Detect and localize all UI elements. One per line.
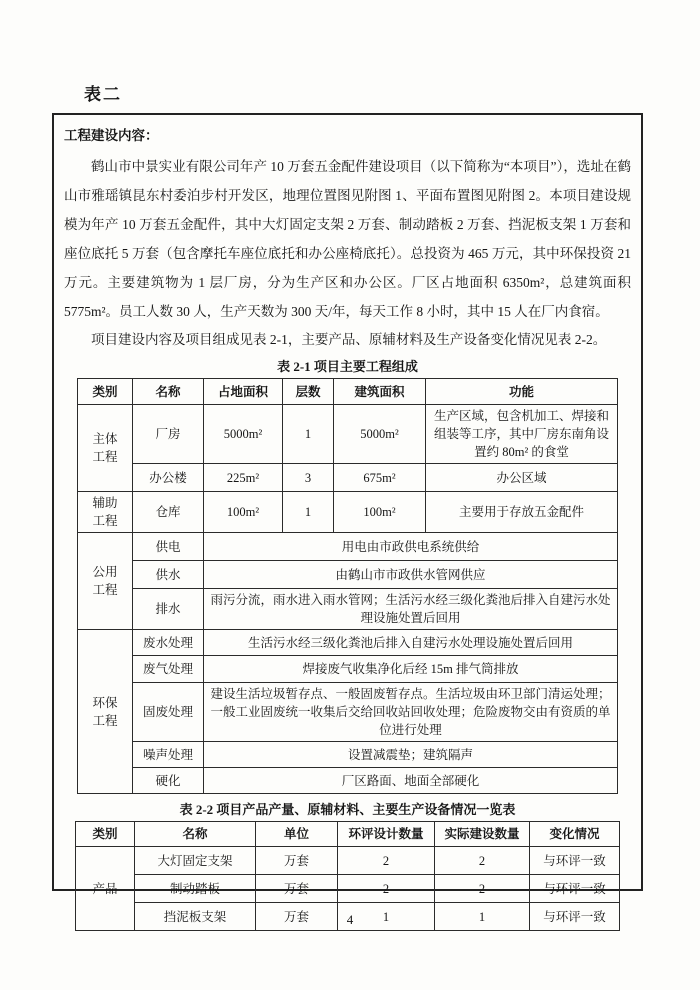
header-unit: 单位 — [256, 822, 338, 847]
header-eia-designed-qty: 环评设计数量 — [338, 822, 435, 847]
table-row — [78, 405, 618, 464]
header-name: 名称 — [135, 822, 256, 847]
cell-designed-qty: 1 — [338, 903, 435, 931]
table-2-1-title: 表 2-1 项目主要工程组成 — [277, 359, 418, 374]
header-change-status: 变化情况 — [530, 822, 620, 847]
cell-name: 固废处理 — [133, 683, 204, 742]
table-header-row — [78, 379, 618, 405]
cell-floors: 3 — [283, 464, 334, 492]
cell-function: 办公区域 — [426, 464, 618, 492]
cell-description: 焊接废气收集净化后经 15m 排气筒排放 — [204, 656, 618, 683]
cell-unit: 万套 — [256, 847, 338, 875]
cell-change: 与环评一致 — [530, 875, 620, 903]
table-row — [78, 561, 618, 589]
cell-name: 挡泥板支架 — [135, 903, 256, 931]
cell-name: 噪声处理 — [133, 742, 204, 768]
header-land-area: 占地面积 — [204, 379, 283, 405]
cell-floors: 1 — [283, 405, 334, 464]
cell-name: 厂房 — [133, 405, 204, 464]
cell-category-auxiliary: 辅助工程 — [78, 492, 133, 533]
cell-land-area: 5000m² — [204, 405, 283, 464]
project-overview-paragraph: 鹤山市中景实业有限公司年产 10 万套五金配件建设项目（以下简称为“本项目”），选址在鹤山市雅瑶镇昆东村委泊步村开发区，地理位置图见附图 1、平面布置图见附图 2。本项目建设规模为年产 10 万套五金配件，其中大灯固定支架 2 万套、制动踏板 2 万套、挡泥板支架 1 万套和座位底托 5 万套（包含摩托车座位底托和办公座椅底托）。总投资为 465 万元，其中环保投资 21 万元。主要建筑物为 1 层厂房，分为生产区和办公区。厂区占地面积 6350m²，总建筑面积 5775m²。员工人数 30 人，生产天数为 300 天/年，每天工作 8 小时，其中 15 人在厂内食宿。 — [64, 159, 631, 319]
table-row — [76, 847, 620, 875]
cell-category-product: 产品 — [76, 847, 135, 931]
table-row — [78, 533, 618, 561]
table-row — [78, 768, 618, 794]
cell-name: 仓库 — [133, 492, 204, 533]
cell-function: 生产区域，包含机加工、焊接和组装等工序，其中厂房东南角设置约 80m² 的食堂 — [426, 405, 618, 464]
table-row — [76, 875, 620, 903]
cell-name: 废气处理 — [133, 656, 204, 683]
table-row — [78, 464, 618, 492]
header-actual-built-qty: 实际建设数量 — [435, 822, 530, 847]
cell-category-utility: 公用工程 — [78, 533, 133, 630]
table-row — [78, 656, 618, 683]
cell-land-area: 100m² — [204, 492, 283, 533]
cell-designed-qty: 2 — [338, 875, 435, 903]
cell-actual-qty: 1 — [435, 903, 530, 931]
header-category: 类别 — [78, 379, 133, 405]
cell-name: 大灯固定支架 — [135, 847, 256, 875]
header-category: 类别 — [76, 822, 135, 847]
cell-change: 与环评一致 — [530, 903, 620, 931]
cell-description: 用电由市政供电系统供给 — [204, 533, 618, 561]
cell-name: 排水 — [133, 589, 204, 630]
table-row — [78, 742, 618, 768]
cell-land-area: 225m² — [204, 464, 283, 492]
cell-designed-qty: 2 — [338, 847, 435, 875]
cell-description: 设置减震垫；建筑隔声 — [204, 742, 618, 768]
cell-category-environmental: 环保工程 — [78, 630, 133, 794]
table-2-1 — [77, 378, 618, 794]
cell-function: 主要用于存放五金配件 — [426, 492, 618, 533]
table-row — [78, 492, 618, 533]
cell-unit: 万套 — [256, 903, 338, 931]
cell-name: 硬化 — [133, 768, 204, 794]
header-floors: 层数 — [283, 379, 334, 405]
content-box — [52, 113, 643, 924]
section-title: 工程建设内容： — [64, 128, 159, 143]
table-reference-paragraph: 项目建设内容及项目组成见表 2-1，主要产品、原辅材料及生产设备变化情况见表 2-2。 — [91, 332, 607, 347]
cell-built-area: 100m² — [334, 492, 426, 533]
cell-unit: 万套 — [256, 875, 338, 903]
cell-floors: 1 — [283, 492, 334, 533]
cell-actual-qty: 2 — [435, 875, 530, 903]
cell-description: 建设生活垃圾暂存点、一般固废暂存点。生活垃圾由环卫部门清运处理；一般工业固废统一收集后交给回收站回收处理；危险废物交由有资质的单位进行处理 — [204, 683, 618, 742]
table-row — [78, 630, 618, 656]
cell-name: 制动踏板 — [135, 875, 256, 903]
header-built-area: 建筑面积 — [334, 379, 426, 405]
cell-name: 办公楼 — [133, 464, 204, 492]
table-header-row — [76, 822, 620, 847]
cell-built-area: 5000m² — [334, 405, 426, 464]
cell-category-main: 主体工程 — [78, 405, 133, 492]
table-2-2-title: 表 2-2 项目产品产量、原辅材料、主要生产设备情况一览表 — [179, 802, 516, 817]
cell-name: 废水处理 — [133, 630, 204, 656]
cell-built-area: 675m² — [334, 464, 426, 492]
table-row — [78, 683, 618, 742]
header-function: 功能 — [426, 379, 618, 405]
cell-name: 供电 — [133, 533, 204, 561]
cell-description: 生活污水经三级化粪池后排入自建污水处理设施处置后回用 — [204, 630, 618, 656]
table-row — [78, 589, 618, 630]
cell-name: 供水 — [133, 561, 204, 589]
cell-actual-qty: 2 — [435, 847, 530, 875]
sheet-label: 表二 — [84, 85, 122, 104]
cell-description: 雨污分流，雨水进入雨水管网；生活污水经三级化粪池后排入自建污水处理设施处置后回用 — [204, 589, 618, 630]
cell-change: 与环评一致 — [530, 847, 620, 875]
header-name: 名称 — [133, 379, 204, 405]
cell-description: 厂区路面、地面全部硬化 — [204, 768, 618, 794]
page-number: 4 — [346, 912, 354, 927]
cell-description: 由鹤山市市政供水管网供应 — [204, 561, 618, 589]
